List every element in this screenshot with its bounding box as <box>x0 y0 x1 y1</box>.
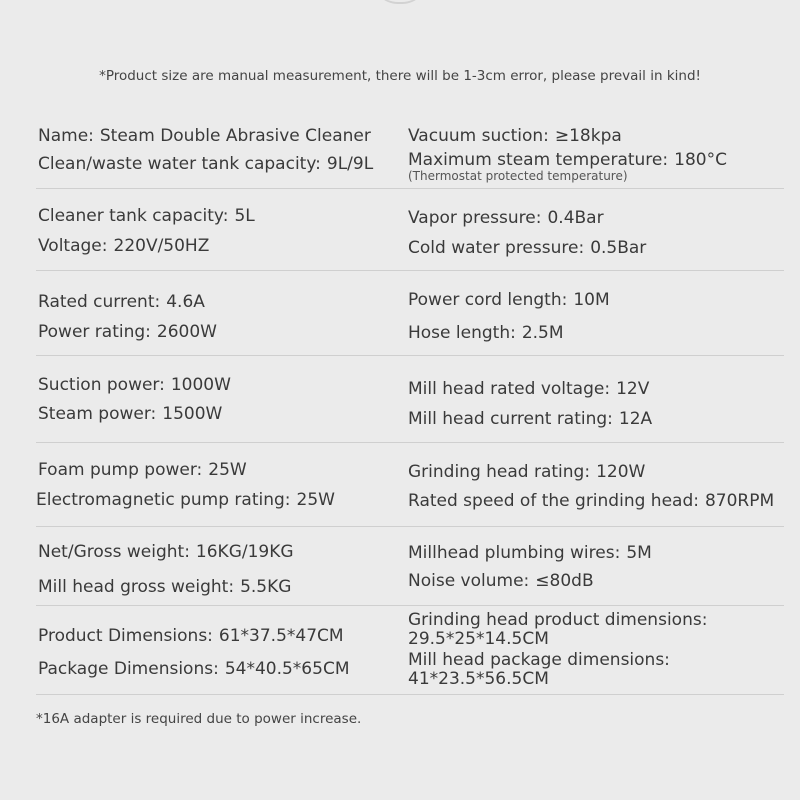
spec-value: 54*40.5*65CM <box>224 659 350 679</box>
spec-value: 1500W <box>162 404 223 424</box>
spec-value: 2600W <box>156 322 217 342</box>
spec-label: Clean/waste water tank capacity: <box>38 154 321 174</box>
spec-mill-head-gross-weight <box>38 577 291 597</box>
spec-voltage <box>38 236 209 256</box>
spec-label: Product Dimensions: <box>38 626 213 646</box>
spec-label: Suction power: <box>38 375 165 395</box>
spec-hose-length <box>408 323 564 343</box>
spec-mill-head-package-dims <box>408 651 670 689</box>
spec-value: 12V <box>616 379 650 399</box>
spec-label: Mill head current rating: <box>408 409 613 429</box>
spec-value: 16KG/19KG <box>195 542 294 562</box>
spec-em-pump <box>36 490 335 510</box>
measurement-note: *Product size are manual measurement, there will be 1-3cm error, please prevail in kind! <box>99 68 701 84</box>
spec-label: Steam power: <box>38 404 157 424</box>
spec-value: Steam Double Abrasive Cleaner <box>99 126 371 146</box>
row-divider <box>36 355 784 356</box>
spec-value: 61*37.5*47CM <box>218 626 344 646</box>
spec-value: 220V/50HZ <box>113 236 210 256</box>
spec-label: Mill head gross weight: <box>38 577 235 597</box>
spec-label: Name: <box>38 126 94 146</box>
spec-max-steam-temp <box>408 150 727 183</box>
spec-label: Power cord length: <box>408 290 568 310</box>
spec-grinding-speed <box>408 491 774 511</box>
spec-noise <box>408 571 594 591</box>
spec-label: Grinding head product dimensions: <box>408 610 708 630</box>
spec-millhead-wires <box>408 543 652 563</box>
spec-label: Noise volume: <box>408 571 530 591</box>
spec-label: Voltage: <box>38 236 108 256</box>
spec-grinding-head-dims <box>408 611 707 649</box>
spec-cold-water-pressure <box>408 238 646 258</box>
row-divider <box>36 270 784 271</box>
spec-value: 25W <box>208 460 247 480</box>
spec-mill-head-current <box>408 409 652 429</box>
spec-label: Electromagnetic pump rating: <box>36 490 291 510</box>
top-arc-decoration <box>372 0 428 4</box>
spec-label: Mill head rated voltage: <box>408 379 611 399</box>
row-divider <box>36 605 784 606</box>
spec-value: 870RPM <box>704 491 775 511</box>
spec-value: 0.4Bar <box>547 208 604 228</box>
spec-rated-current <box>38 292 205 312</box>
spec-steam-power <box>38 404 222 424</box>
row-divider <box>36 442 784 443</box>
spec-label: Power rating: <box>38 322 151 342</box>
spec-suction-power <box>38 375 231 395</box>
spec-cleaner-tank <box>38 206 255 226</box>
spec-label: Grinding head rating: <box>408 462 591 482</box>
spec-label: Rated speed of the grinding head: <box>408 491 699 511</box>
spec-mill-head-voltage <box>408 379 649 399</box>
spec-value: 4.6A <box>166 292 205 312</box>
spec-foam-pump <box>38 460 247 480</box>
spec-vacuum <box>408 126 622 146</box>
spec-value: 9L/9L <box>326 154 374 174</box>
spec-label: Hose length: <box>408 323 516 343</box>
spec-label: Vapor pressure: <box>408 208 542 228</box>
spec-label: Mill head package dimensions: <box>408 650 670 670</box>
spec-package-dims <box>38 659 349 679</box>
spec-value: 41*23.5*56.5CM <box>408 669 549 689</box>
spec-value: 5M <box>626 543 652 563</box>
spec-label: Millhead plumbing wires: <box>408 543 621 563</box>
spec-label: Vacuum suction: <box>408 126 549 146</box>
spec-label: Rated current: <box>38 292 161 312</box>
spec-value: 29.5*25*14.5CM <box>408 629 549 649</box>
spec-tank-capacity <box>38 154 373 174</box>
spec-label: Package Dimensions: <box>38 659 219 679</box>
spec-label: Net/Gross weight: <box>38 542 190 562</box>
spec-label: Maximum steam temperature: <box>408 150 669 170</box>
spec-value: 25W <box>296 490 335 510</box>
spec-value: 5L <box>234 206 255 226</box>
spec-net-gross-weight <box>38 542 294 562</box>
spec-grinding-head-rating <box>408 462 645 482</box>
spec-value: 120W <box>596 462 646 482</box>
row-divider <box>36 188 784 189</box>
spec-power-rating <box>38 322 217 342</box>
spec-value: ≥18kpa <box>554 126 622 146</box>
spec-product-dims <box>38 626 344 646</box>
spec-label: Foam pump power: <box>38 460 203 480</box>
spec-value: 180°C <box>674 150 727 170</box>
spec-vapor-pressure <box>408 208 604 228</box>
spec-value: 0.5Bar <box>590 238 647 258</box>
spec-value: ≤80dB <box>535 571 594 591</box>
row-divider <box>36 526 784 527</box>
spec-value: 10M <box>573 290 610 310</box>
row-divider <box>36 694 784 695</box>
spec-note: (Thermostat protected temperature) <box>408 169 628 183</box>
spec-value: 12A <box>618 409 653 429</box>
spec-name <box>38 126 371 146</box>
spec-value: 1000W <box>170 375 231 395</box>
spec-power-cord <box>408 290 610 310</box>
adapter-note: *16A adapter is required due to power increase. <box>36 711 362 727</box>
spec-value: 5.5KG <box>240 577 292 597</box>
spec-label: Cold water pressure: <box>408 238 585 258</box>
spec-value: 2.5M <box>521 323 564 343</box>
spec-label: Cleaner tank capacity: <box>38 206 229 226</box>
